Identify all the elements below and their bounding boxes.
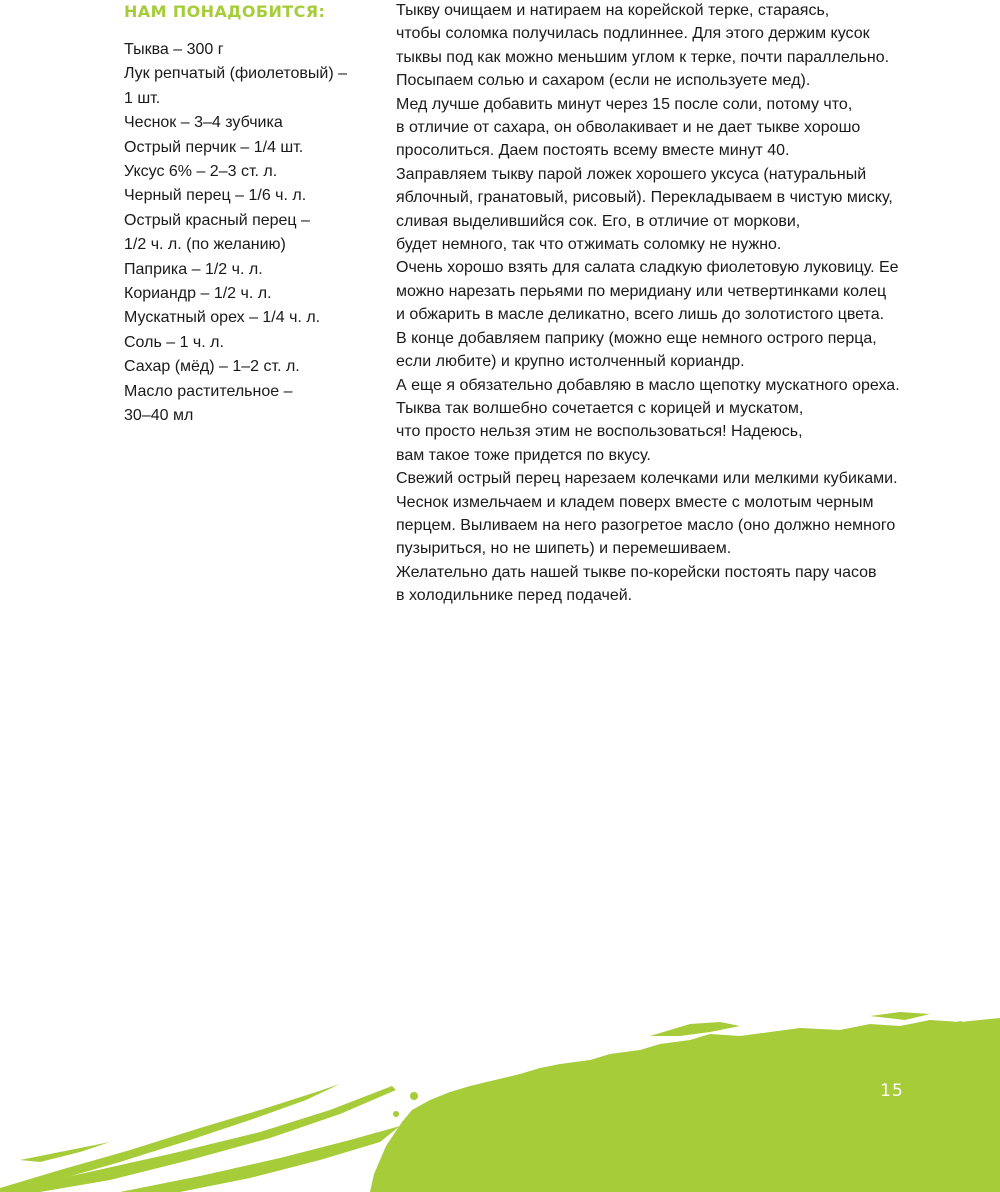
recipe-line: что просто нельзя этим не воспользоваться! Надеюсь, [396,423,803,441]
recipe-line: Свежий острый перец нарезаем колечками или мелкими кубиками. [396,470,898,488]
ingredient-line: Острый перчик – 1/4 шт. [124,138,304,156]
recipe-line: перцем. Выливаем на него разогретое масло (оно должно немного [396,516,896,534]
recipe-line: чтобы соломка получилась подлиннее. Для этого держим кусок [396,25,870,43]
ingredient-line: Кориандр – 1/2 ч. л. [124,285,272,303]
recipe-line: яблочный, гранатовый, рисовый). Перекладываем в чистую миску, [396,189,893,207]
ingredient-line: 1 шт. [124,89,161,107]
recipe-line: Тыкву очищаем и натираем на корейской терке, стараясь, [396,2,830,19]
recipe-instructions [396,0,996,608]
recipe-line: просолиться. Даем постоять всему вместе минут 40. [396,142,790,160]
recipe-line: тыквы под как можно меньшим углом к терке, почти параллельно. [396,48,890,66]
ingredient-line: 30–40 мл [124,407,194,425]
ingredient-line: Лук репчатый (фиолетовый) – [124,65,348,83]
recipe-line: в отличие от сахара, он обволакивает и не дает тыкве хорошо [396,119,861,137]
ingredient-line: Паприка – 1/2 ч. л. [124,260,263,278]
recipe-line: Тыква так волшебно сочетается с корицей и мускатом, [396,399,804,417]
recipe-line: Заправляем тыкву парой ложек хорошего уксуса (натуральный [396,165,867,183]
ingredient-line: Масло растительное – [124,382,293,400]
recipe-line: в холодильнике перед подачей. [396,587,633,605]
ingredient-line: Сахар (мёд) – 1–2 ст. л. [124,358,300,376]
ingredient-line: Черный перец – 1/6 ч. л. [124,187,307,205]
ingredients-list [124,38,374,429]
recipe-line: будет немного, так что отжимать соломку не нужно. [396,236,782,254]
recipe-line: Посыпаем солью и сахаром (если не используете мед). [396,72,811,90]
recipe-line: А еще я обязательно добавляю в масло щепотку мускатного ореха. [396,376,900,394]
recipe-line: и обжарить в масле деликатно, всего лишь до золотистого цвета. [396,306,885,324]
recipe-line: В конце добавляем паприку (можно еще немного острого перца, [396,329,877,347]
ingredient-line: Уксус 6% – 2–3 ст. л. [124,163,278,181]
recipe-line: пузыриться, но не шипеть) и перемешиваем. [396,540,732,558]
recipe-line: Мед лучше добавить минут через 15 после соли, потому что, [396,95,853,113]
recipe-line: сливая выделившийся сок. Его, в отличие от моркови, [396,212,801,230]
ingredients-heading: НАМ ПОНАДОБИТСЯ: [124,2,326,21]
ingredient-line: Острый красный перец – [124,211,310,229]
recipe-line: можно нарезать перьями по меридиану или четвертинками колец [396,282,887,300]
recipe-line: если любите) и крупно истолченный кориандр. [396,353,745,371]
recipe-line: вам такое тоже придется по вкусу. [396,446,651,464]
recipe-line: Желательно дать нашей тыкве по-корейски постоять пару часов [396,563,877,581]
ingredient-line: Мускатный орех – 1/4 ч. л. [124,309,321,327]
ingredient-line: 1/2 ч. л. (по желанию) [124,236,286,254]
recipe-line: Чеснок измельчаем и кладем поверх вместе с молотым черным [396,493,874,511]
ingredient-line: Чеснок – 3–4 зубчика [124,114,283,132]
ingredient-line: Тыква – 300 г [124,41,224,58]
green-paint-splash-icon [0,1010,1000,1192]
recipe-line: Очень хорошо взять для салата сладкую фиолетовую луковицу. Ее [396,259,899,277]
page-number: 15 [880,1081,904,1101]
ingredient-line: Соль – 1 ч. л. [124,333,224,351]
